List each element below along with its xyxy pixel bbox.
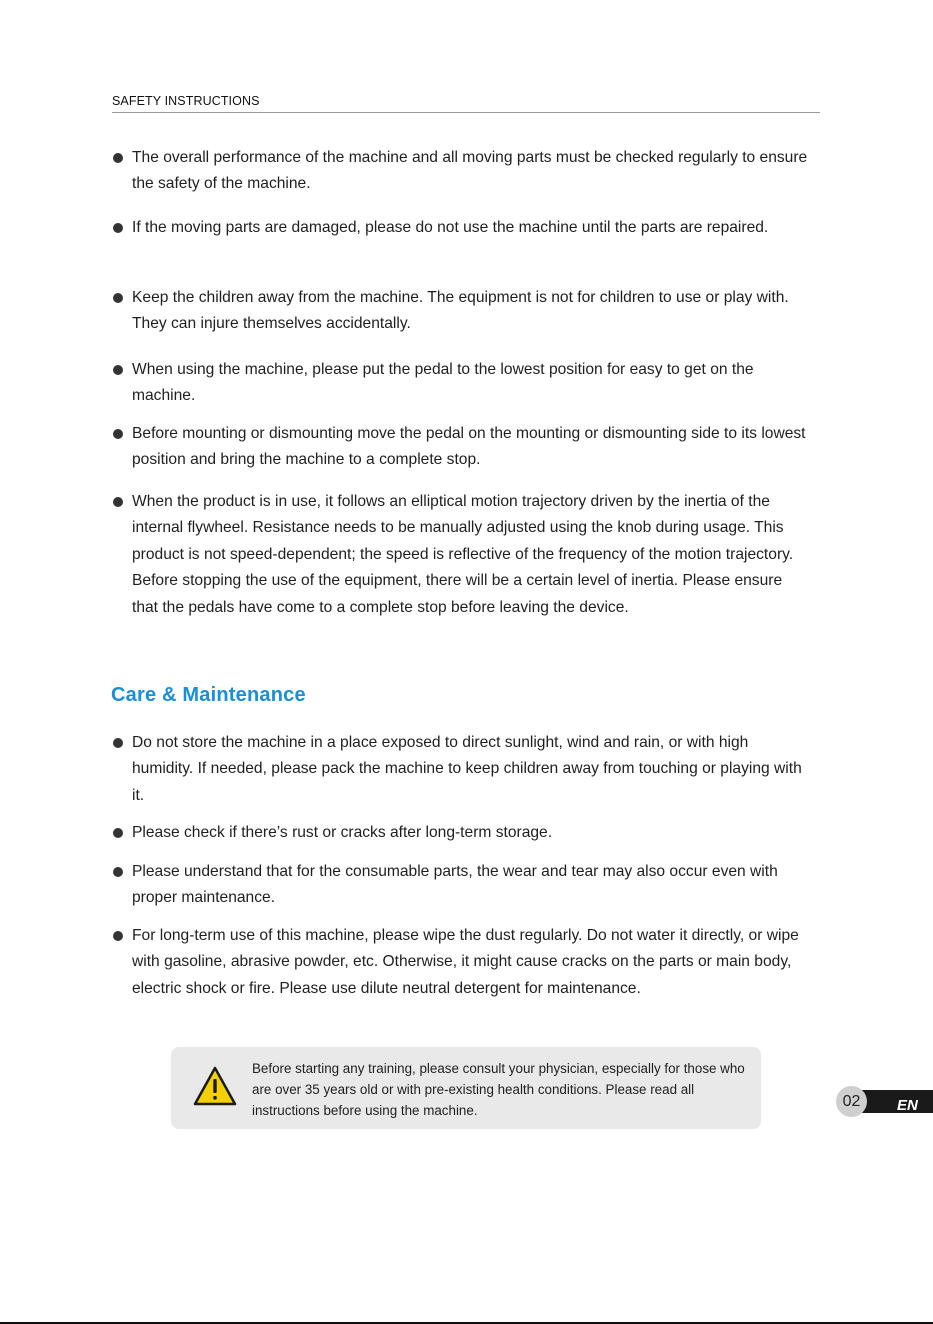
safety-item	[112, 145, 812, 198]
warning-text: Before starting any training, please consult your physician, especially for those who are over 35 years old or with pre-existing health conditions. Please read all instructions before using the machine.	[252, 1061, 745, 1118]
care-maintenance-title: Care & Maintenance	[111, 684, 306, 706]
bullet-dot-icon	[113, 429, 123, 439]
care-item	[112, 859, 812, 912]
care-item-text: For long-term use of this machine, please wipe the dust regularly. Do not water it directly, or wipe with gasoline, abrasive powder, etc. Otherwise, it might cause cracks on the parts or main body, electric shock or fire. Please use dilute neutral detergent for maintenance.	[132, 927, 799, 997]
page-number: 02	[836, 1086, 867, 1117]
bullet-dot-icon	[113, 738, 123, 748]
safety-item-text: When the product is in use, it follows an elliptical motion trajectory driven by the inertia of the internal flywheel. Resistance needs to be manually adjusted using the knob during usage. This product is not speed-dependent; the speed is reflective of the frequency of the motion trajectory. Before stopping the use of the equipment, there will be a certain level of inertia. Please ensure that the pedals have come to a complete stop before leaving the device.	[132, 493, 794, 616]
safety-item-text: Before mounting or dismounting move the pedal on the mounting or dismounting side to its lowest position and bring the machine to a complete stop.	[132, 425, 806, 469]
bullet-dot-icon	[113, 931, 123, 941]
safety-item-text: If the moving parts are damaged, please do not use the machine until the parts are repaired.	[132, 219, 769, 236]
care-item	[112, 730, 812, 809]
bullet-dot-icon	[113, 293, 123, 303]
care-item-text: Please understand that for the consumable parts, the wear and tear may also occur even with proper maintenance.	[132, 863, 778, 907]
care-item	[112, 820, 812, 846]
language-label: EN	[897, 1097, 918, 1114]
warning-triangle-icon	[193, 1066, 237, 1106]
safety-item	[112, 421, 812, 474]
safety-item-text: The overall performance of the machine and all moving parts must be checked regularly to ensure the safety of the machine.	[132, 149, 808, 193]
bullet-dot-icon	[113, 497, 123, 507]
warning-box	[171, 1047, 761, 1129]
page-header: SAFETY INSTRUCTIONS	[112, 94, 820, 113]
page-tab	[836, 1086, 933, 1117]
bullet-dot-icon	[113, 153, 123, 163]
safety-item	[112, 285, 812, 338]
safety-item	[112, 489, 812, 621]
care-item	[112, 923, 812, 1002]
care-item-text: Do not store the machine in a place exposed to direct sunlight, wind and rain, or with high humidity. If needed, please pack the machine to keep children away from touching or playing with it.	[132, 734, 802, 804]
bullet-dot-icon	[113, 867, 123, 877]
safety-item-text: When using the machine, please put the pedal to the lowest position for easy to get on the machine.	[132, 361, 754, 405]
safety-item-text: Keep the children away from the machine. The equipment is not for children to use or play with. They can injure themselves accidentally.	[132, 289, 789, 333]
bullet-dot-icon	[113, 223, 123, 233]
safety-item	[112, 357, 812, 410]
bullet-dot-icon	[113, 828, 123, 838]
safety-item	[112, 215, 812, 241]
bullet-dot-icon	[113, 365, 123, 375]
care-item-text: Please check if there’s rust or cracks after long-term storage.	[132, 824, 553, 841]
